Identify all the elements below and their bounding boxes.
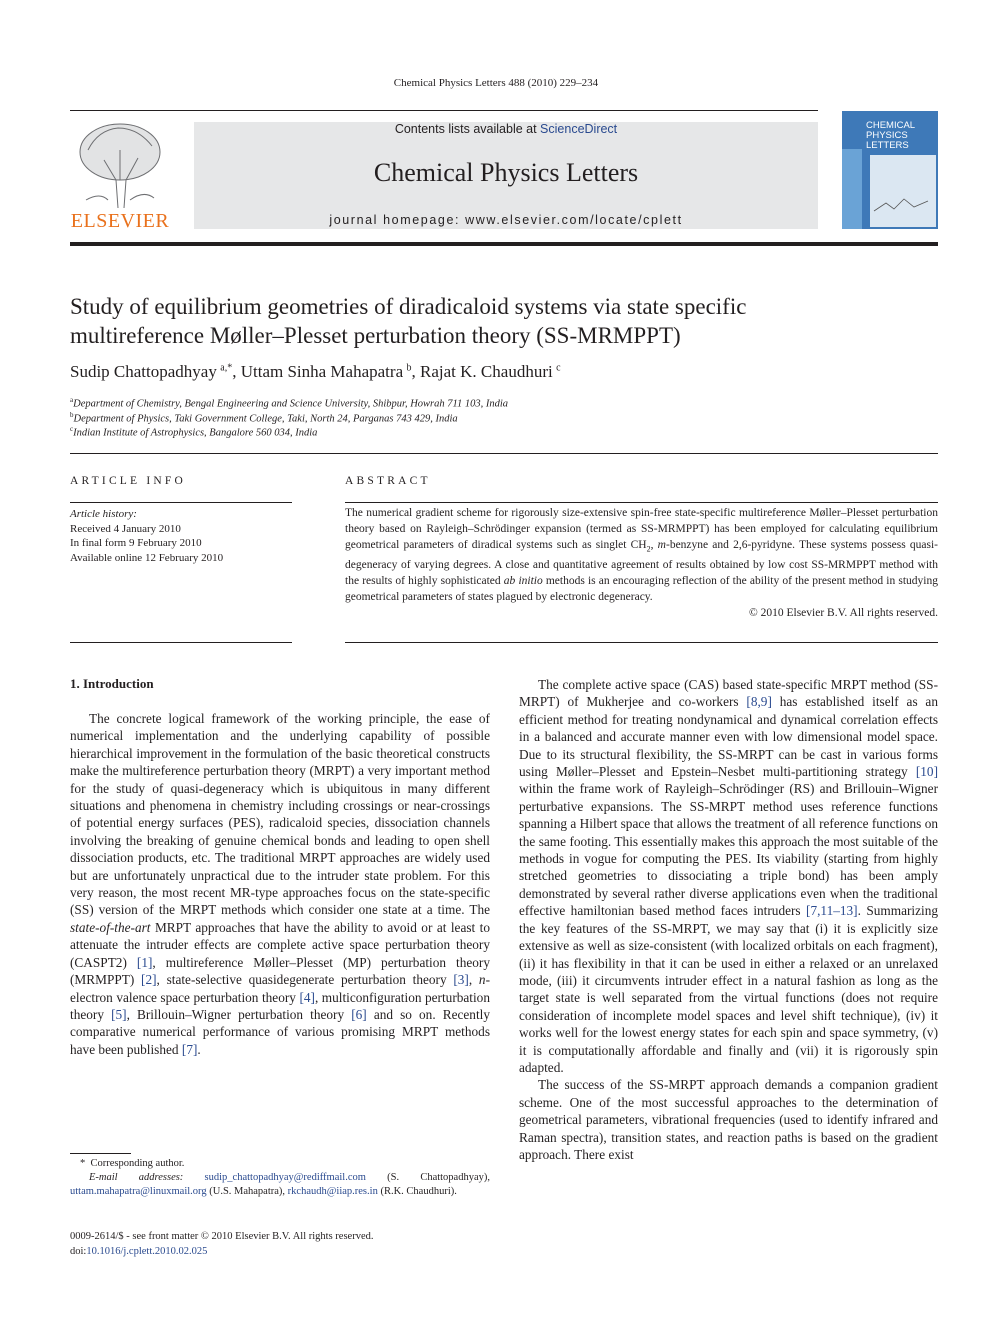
text-run: , multiconfiguration perturbation theory [70, 989, 490, 1022]
left-column [70, 710, 490, 1058]
header-top-rule [70, 110, 818, 111]
abstract-rule [345, 502, 938, 503]
abstract-bottom-rule [345, 642, 938, 643]
citation-link[interactable]: [2] [141, 972, 157, 988]
affiliation-text: Department of Physics, Taki Government College, Taki, North 24, Parganas 743 429, India [73, 413, 458, 425]
journal-cover-image [842, 111, 938, 229]
email-owner: (U.S. Mahapatra), [206, 1186, 288, 1197]
online-date: Available online 12 February 2010 [70, 551, 224, 564]
article-title-line: multireference Møller–Plesset perturbation theory (SS-MRMPPT) [70, 323, 681, 348]
citation-link[interactable]: [1] [136, 954, 153, 970]
section-divider [70, 453, 938, 454]
abstract-text: The numerical gradient scheme for rigorously size-extensive spin-free state-specific multireference Møller–Plesset perturbation theory based on Rayleigh–Schrödinger expansion (termed as SS-MRMPPT) has been employed for calculating equilibrium geometrical parameters of diradical systems such as singlet CH [345, 507, 938, 551]
history-label: Article history: [70, 508, 137, 520]
author-name[interactable]: Uttam Sinha Mahapatra [240, 362, 404, 381]
paragraph: The success of the SS-MRPT approach demands a companion gradient scheme. One of the most successful approaches to the determination of geometrical parameters, vibrational frequencies (used to identify infrared and Raman spectra), transition states, and reaction paths is based on the gradient approach. There exist [519, 1077, 938, 1162]
affiliation-text: Indian Institute of Astrophysics, Bangalore 560 034, India [73, 427, 318, 439]
text-run: The complete active space (CAS) based state-specific MRPT method (SS-MRPT) of Mukherjee and co-workers [519, 677, 938, 710]
copyright-notice: © 2010 Elsevier B.V. All rights reserved. [749, 607, 938, 620]
cover-title-line: PHYSICS [866, 130, 908, 141]
italic-text: n [478, 972, 486, 988]
citation-link[interactable]: [5] [111, 1006, 127, 1022]
author-name[interactable]: Sudip Chattopadhyay [70, 362, 217, 381]
article-title [70, 292, 938, 350]
author-affil-marker: a,* [220, 362, 233, 374]
contents-line [194, 122, 818, 136]
article-info-heading: ARTICLE INFO [70, 475, 186, 487]
citation-link[interactable]: [4] [299, 989, 315, 1005]
paragraph [519, 676, 938, 1076]
footnote-text: Corresponding author. [90, 1158, 185, 1169]
email-link[interactable]: uttam.mahapatra@linuxmail.org [70, 1186, 207, 1197]
cover-title-line: LETTERS [866, 140, 909, 151]
email-link[interactable]: sudip_chattopadhyay@rediffmail.com [204, 1172, 366, 1183]
author-affil-marker: b [406, 362, 412, 374]
text-run: has established itself as an efficient method for treating nondynamical and dynamical correlation effects in a balanced and accurate manner even with low dimensional model space. Due to its structural flexibility, the SS-MRPT can be cast in various forms using Møller–Plesset and Epstein–Nesbet multi-partitioning strategy [519, 694, 938, 780]
sciencedirect-link[interactable]: ScienceDirect [540, 122, 618, 136]
affiliation-marker: c [70, 425, 74, 433]
text-run: . [197, 1041, 201, 1057]
citation-link[interactable]: [7] [181, 1041, 198, 1057]
article-history [70, 507, 292, 565]
issn-line: 0009-2614/$ - see front matter © 2010 Elsevier B.V. All rights reserved. [70, 1231, 374, 1242]
footnotes [70, 1157, 490, 1199]
text-run: within the frame work of Rayleigh–Schrödinger (RS) and Brillouin–Wigner perturbative expansions. The SS-MRPT method uses reference functions spanning a Hilbert space that allows the treatment of all reference functions on the same footing. This essentially makes this approach the most suitable of the methods in vogue for computing the PES. Its viability (starting from highly stretched geometries to dissociating a triple bond) has been amply demonstrated by several rather diverse applications even when the traditional effective hamiltonian based method faces intruders [519, 781, 938, 919]
italic-text: ab initio [503, 575, 543, 588]
text-run: . Summarizing the key features of the SS-MRPT, we may say that (i) it is explicitly size extensive as well as size-consistent (with localized orbitals on each fragment), (ii) it has flexibility in that it can be used in either a relaxed or an unrelaxed mode, (iii) it circumvents intruder effect in a natural fashion as long as the target state is well separated from the virtual functions (does not require consideration of incomplete model spaces and level shift technique), (iv) it works well for the lowest energy states for each spin and space symmetry, (v) it is computationally affordable and finally and (vii) it is rigorously spin adapted. [519, 903, 938, 1075]
author-list: Sudip Chattopadhyay $^{a,*}$, Uttam Sinha Mahapatra $^b$, Rajat K. Chaudhuri $^c$ [70, 362, 561, 381]
article-info-bottom-rule [70, 642, 292, 643]
cover-title-line: CHEMICAL [866, 120, 916, 131]
citation-link[interactable]: [7,11–13] [806, 903, 858, 919]
journal-reference: Chemical Physics Letters 488 (2010) 229–234 [393, 77, 599, 89]
journal-homepage[interactable]: journal homepage: www.elsevier.com/locate/cplett [329, 213, 683, 227]
journal-name: Chemical Physics Letters [373, 158, 639, 187]
citation-link[interactable]: [10] [915, 764, 938, 780]
italic-text: state-of-the-art [70, 919, 151, 935]
publication-info [70, 1230, 490, 1259]
italic-text: m [657, 539, 666, 551]
author-name[interactable]: Rajat K. Chaudhuri [420, 362, 553, 381]
email-owner: (S. Chattopadhyay), [365, 1172, 491, 1183]
author-affil-marker: c [556, 362, 561, 374]
text-run: MRPT approaches that have the ability to avoid or at least to attenuate the intruder effects are complete active space perturbation theory (CASPT2) [70, 919, 490, 970]
right-column [519, 676, 938, 1163]
affiliation [70, 425, 317, 439]
citation-link[interactable]: [3] [453, 972, 469, 988]
text-run: , state-selective quasidegenerate perturbation theory [156, 972, 454, 988]
email-label: E-mail addresses: [89, 1172, 184, 1183]
section-heading: 1. Introduction [70, 676, 154, 691]
doi-link[interactable]: 10.1016/j.cplett.2010.02.025 [86, 1245, 208, 1257]
affiliation-marker: a [70, 396, 74, 404]
text-run: and so on. Recently comparative numerical performance of various promising MRPT methods have been published [70, 1006, 490, 1057]
abstract-heading: ABSTRACT [345, 475, 431, 487]
elsevier-wordmark: ELSEVIER [70, 210, 170, 232]
text-run: , Brillouin–Wigner perturbation theory [126, 1006, 352, 1022]
corresponding-author-note [70, 1157, 490, 1171]
citation-link[interactable]: [6] [351, 1006, 367, 1022]
text-run: , multireference Møller–Plesset (MP) perturbation theory (MRMPPT) [70, 954, 491, 988]
email-link[interactable]: rkchaudh@iiap.res.in [287, 1186, 378, 1197]
received-date: Received 4 January 2010 [70, 522, 181, 535]
contents-prefix: Contents lists available at [394, 122, 541, 136]
subscript: 2 [646, 544, 651, 554]
text-run: The concrete logical framework of the working principle, the ease of numerical implementation and the underlying capability of possible hierarchical improvement in the formulation of the basic theoretical constructs make the multireference perturbation theory (MRPT) a very important method for the study of quasi-degeneracy which is ubiquitous in many different situations and phenomena in chemistry including crossings or near-crossings of potential energy surfaces (PES), radicaloid species, dissociation channels involving the breaking of genuine chemical bonds and leading to open shell dissociation products, etc. The traditional MRPT approaches are widely used but are unfortunately unpractical due to the intruder state problem. For this very reason, the most recent MR-type approaches focus on the state-specific (SS) version of the MRPT methods which consider one state at a time. The [70, 711, 490, 918]
doi-prefix: doi: [70, 1245, 87, 1257]
paragraph [70, 710, 490, 1058]
text-run: -electron valence space perturbation theory [70, 972, 491, 1005]
abstract-text: -benzyne and 2,6-pyridyne. These systems possess quasi-degeneracy of varying degrees. A close and quantitative agreement of results obtained by low cost SS-MRMPPT method with the results of highly sophisticated [345, 539, 938, 588]
affiliation-text: Department of Chemistry, Bengal Engineering and Science University, Shibpur, Howrah 711 103, India [73, 398, 509, 410]
affiliation [70, 396, 508, 410]
final-form-date: In final form 9 February 2010 [70, 537, 202, 549]
footnote-marker: * [80, 1158, 86, 1169]
email-owner: (R.K. Chaudhuri). [377, 1186, 457, 1197]
article-title-line: Study of equilibrium geometries of diradicaloid systems via state specific [70, 294, 747, 319]
citation-link[interactable]: [8,9] [746, 694, 772, 710]
header-thick-rule [70, 242, 938, 246]
doi-line [70, 1245, 490, 1260]
article-info-rule [70, 502, 292, 503]
footnote-rule [70, 1153, 131, 1154]
email-addresses [70, 1171, 490, 1199]
abstract-body [345, 505, 938, 621]
abstract-text: , [650, 539, 658, 551]
abstract-text: methods is an encouraging reflection of the ability of the present method in studying geometrical parameters of states plagued by electronic degeneracy. [345, 575, 938, 604]
text-run: , [468, 972, 479, 988]
affiliation [70, 411, 458, 425]
affiliation-marker: b [70, 411, 74, 419]
